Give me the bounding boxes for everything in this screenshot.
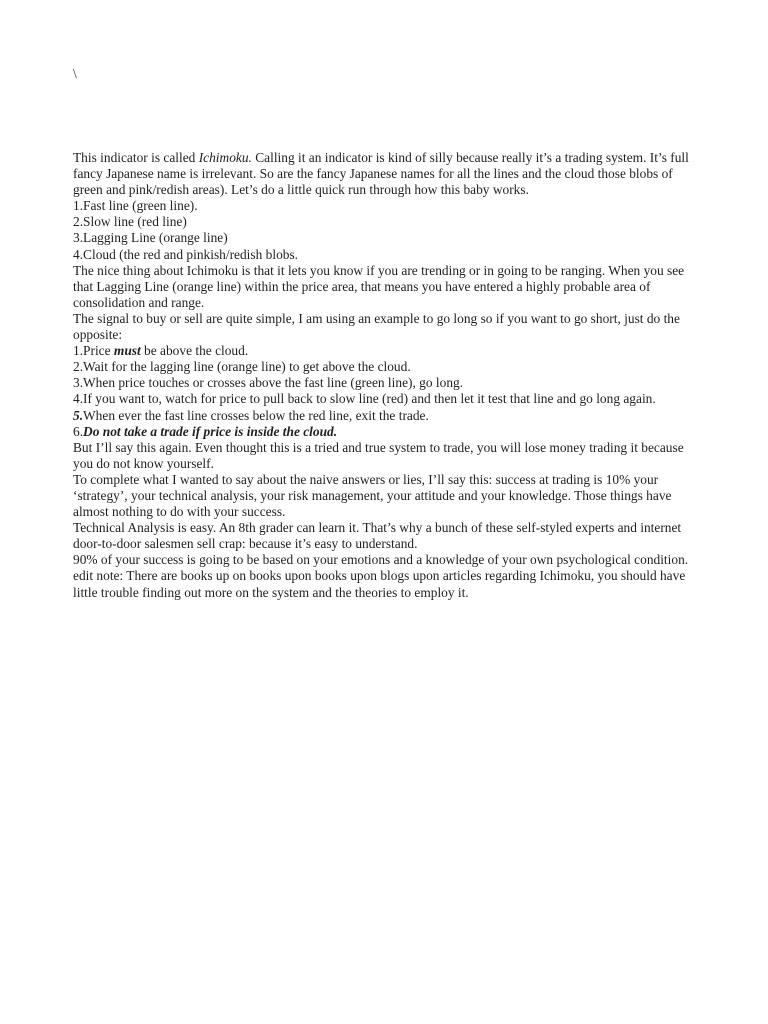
ranging-paragraph: The nice thing about Ichimoku is that it lets you know if you are trending or in going to be ranging. When you see that Lagging Line (orange line) within the price area, that means you have entered a highly probable area of consolidation and range.: [73, 262, 685, 310]
edit-note: edit note: There are books up on books upon books upon blogs upon articles regarding Ichimoku, you should have little trouble finding out more on the system and the theories to employ it.: [73, 568, 686, 600]
easy-paragraph: Technical Analysis is easy. An 8th grader can learn it. That’s why a bunch of these self-styled experts and internet door-to-door salesmen sell crap: because it’s easy to understand.: [73, 520, 682, 552]
rule-3: 3.When price touches or crosses above the fast line (green line), go long.: [73, 375, 464, 391]
rule-6-number: 6.: [73, 423, 84, 439]
stray-backslash: \: [73, 66, 77, 81]
document-body: [73, 150, 698, 601]
rule-5: [73, 408, 698, 424]
rule-6: [73, 424, 698, 440]
lines-list: [73, 198, 698, 262]
intro-paragraph: [73, 150, 698, 198]
rules-list: [73, 343, 698, 440]
rule-6-text: Do not take a trade if price is inside the cloud.: [83, 423, 338, 439]
warning-paragraph: But I’ll say this again. Even thought this is a tried and true system to trade, you will lose money trading it because you do not know yourself.: [73, 439, 684, 471]
rule-1-emphasis: must: [113, 343, 141, 359]
rule-2: 2.Wait for the lagging line (orange line) to get above the cloud.: [73, 359, 411, 375]
rule-5-number: 5.: [73, 407, 84, 423]
list-item-cloud: 4.Cloud (the red and pinkish/redish blobs.: [73, 246, 299, 262]
emotions-paragraph: 90% of your success is going to be based on your emotions and a knowledge of your own psychological condition.: [73, 552, 689, 568]
rule-5-text: When ever the fast line crosses below the red line, exit the trade.: [83, 407, 429, 423]
ichimoku-name: Ichimoku.: [198, 150, 252, 165]
rule-1: [73, 343, 698, 359]
signal-paragraph: The signal to buy or sell are quite simple, I am using an example to go long so if you want to go short, just do the opposite:: [73, 310, 680, 343]
list-item-lagging-line: 3.Lagging Line (orange line): [73, 230, 228, 246]
success-paragraph: To complete what I wanted to say about the naive answers or lies, I’ll say this: success at trading is 10% your ‘strategy’, your technical analysis, your risk management, your attitude and your knowledge. Those things have almost nothing to do with your success.: [73, 471, 672, 520]
document-page: [73, 66, 698, 601]
intro-rest: Calling it an indicator is kind of silly because really it’s a trading system. It’s full fancy Japanese name is irrelevant. So are the fancy Japanese names for all the lines and the cloud those blobs of green and pink/redish areas). Let’s do a little quick run through how this baby works.: [73, 150, 689, 198]
intro-lead: This indicator is called: [73, 150, 199, 165]
rule-4: 4.If you want to, watch for price to pull back to slow line (red) and then let it test that line and go long again.: [73, 391, 656, 407]
list-item-fast-line: 1.Fast line (green line).: [73, 198, 198, 214]
rule-1-prefix: 1.Price: [73, 343, 114, 359]
list-item-slow-line: 2.Slow line (red line): [73, 214, 187, 230]
rule-1-suffix: be above the cloud.: [140, 343, 249, 359]
